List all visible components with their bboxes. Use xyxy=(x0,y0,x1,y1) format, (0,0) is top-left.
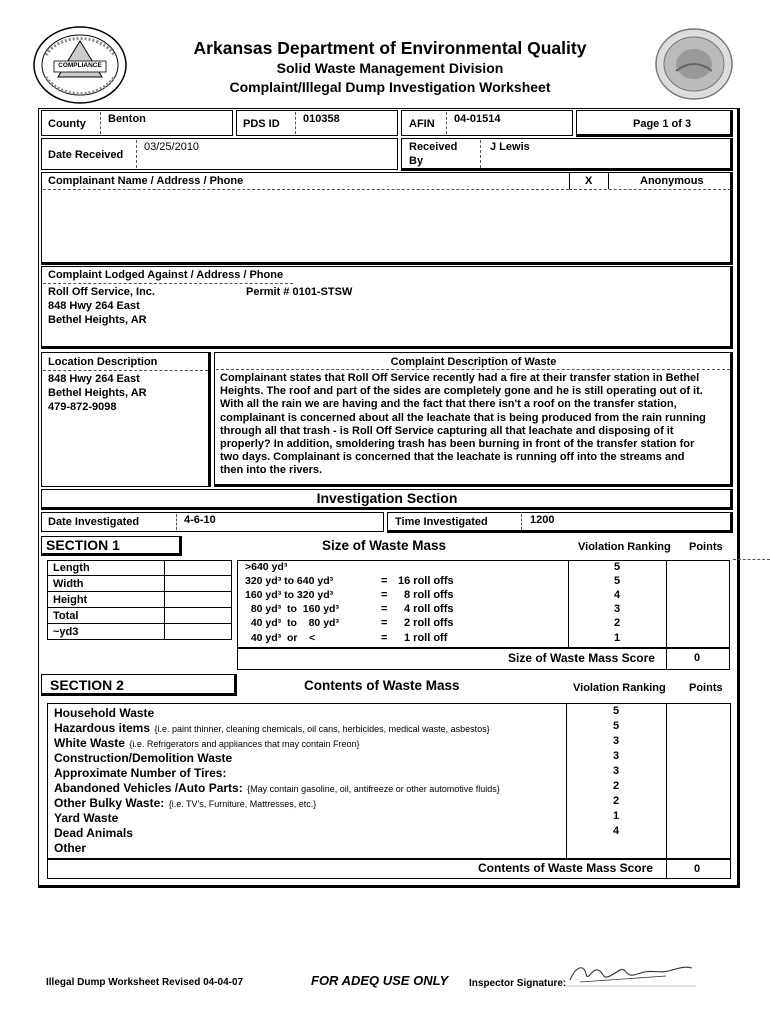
county-label: County xyxy=(48,118,86,130)
contents-name: Yard Waste xyxy=(54,811,119,825)
date-received-label: Date Received xyxy=(48,149,124,161)
contents-name: Other Bulky Waste: xyxy=(54,796,165,810)
inspector-signature-label: Inspector Signature: xyxy=(469,978,567,989)
dim-width: Width xyxy=(53,578,84,590)
size-range: 80 yd³ to 160 yd³ xyxy=(245,603,339,615)
size-rank: 1 xyxy=(614,632,621,644)
contents-name: Other xyxy=(54,841,87,855)
complaint-description-label: Complaint Description of Waste xyxy=(390,356,557,368)
contents-rank: 5 xyxy=(613,705,620,717)
size-eq: = xyxy=(381,603,388,615)
revision-note: Illegal Dump Worksheet Revised 04-04-07 xyxy=(46,977,244,988)
contents-rank: 2 xyxy=(613,795,620,807)
section1-ranking-label: Violation Ranking xyxy=(578,541,671,553)
contents-rank: 4 xyxy=(613,825,620,837)
time-investigated-label: Time Investigated xyxy=(395,516,488,528)
section2-points-label: Points xyxy=(689,682,723,694)
inspector-signature[interactable] xyxy=(566,958,696,988)
size-score-value[interactable]: 0 xyxy=(694,652,701,664)
location-label: Location Description xyxy=(48,356,158,368)
received-by-label: Received xyxy=(409,141,458,153)
size-range: >640 yd³ xyxy=(245,561,288,573)
contents-rank: 2 xyxy=(613,780,620,792)
lodged-against-label: Complaint Lodged Against / Address / Phone xyxy=(48,269,284,281)
size-rank: 5 xyxy=(614,561,621,573)
size-rank: 3 xyxy=(614,603,621,615)
date-investigated-value[interactable]: 4-6-10 xyxy=(184,514,216,526)
size-rank: 2 xyxy=(614,617,621,629)
contents-name: Approximate Number of Tires: xyxy=(54,766,227,780)
state-seal xyxy=(654,27,734,101)
contents-name: White Waste xyxy=(54,736,125,750)
size-eq: = xyxy=(381,617,388,629)
agency-title: Arkansas Department of Environmental Quality xyxy=(193,38,587,58)
contents-rank: 3 xyxy=(613,735,620,747)
contents-rank: 3 xyxy=(613,765,620,777)
size-rank: 4 xyxy=(614,589,621,601)
contents-name: Household Waste xyxy=(54,706,155,720)
contents-rank: 5 xyxy=(613,720,620,732)
size-rank: 5 xyxy=(614,575,621,587)
location-line-1[interactable]: 848 Hwy 264 East xyxy=(48,373,140,385)
time-investigated-value[interactable]: 1200 xyxy=(530,514,555,526)
complaint-line: Complainant states that Roll Off Service recently had a fire at their transfer station in Bethel xyxy=(220,372,700,384)
section1-title: SECTION 1 xyxy=(46,537,120,553)
complaint-text[interactable] xyxy=(220,372,732,478)
section2-heading: Contents of Waste Mass xyxy=(304,678,460,693)
location-line-2[interactable]: Bethel Heights, AR xyxy=(48,387,147,399)
contents-note: {i.e. paint thinner, cleaning chemicals, oil cans, herbicides, medical waste, asbestos} xyxy=(154,724,490,734)
dim-total: Total xyxy=(53,610,79,622)
afin-label: AFIN xyxy=(409,118,435,130)
pds-label: PDS ID xyxy=(243,118,280,130)
section1-points-label: Points xyxy=(689,541,723,553)
contents-name: Construction/Demolition Waste xyxy=(54,751,233,765)
contents-rank: 1 xyxy=(613,810,620,822)
division-title: Solid Waste Management Division xyxy=(276,60,504,76)
anonymous-label: Anonymous xyxy=(640,175,704,187)
contents-name: Hazardous items xyxy=(54,721,151,735)
anonymous-checkbox[interactable]: X xyxy=(585,175,593,187)
size-range: 160 yd³ to 320 yd³ xyxy=(245,589,334,601)
contents-note: {i.e. Refrigerators and appliances that may contain Freon} xyxy=(129,739,360,749)
received-by-label-2: By xyxy=(409,155,424,167)
date-received-value[interactable]: 03/25/2010 xyxy=(144,141,200,153)
contents-note: {May contain gasoline, oil, antifreeze or other automotive fluids} xyxy=(247,784,500,794)
dim-yd3: ~yd3 xyxy=(53,626,79,638)
size-eq: = xyxy=(381,632,388,644)
page-number: Page 1 of 3 xyxy=(633,118,692,130)
contents-name: Dead Animals xyxy=(54,826,133,840)
section2-title: SECTION 2 xyxy=(50,677,124,693)
size-rolls: 16 roll offs xyxy=(398,575,454,587)
adeq-logo xyxy=(32,25,128,105)
county-value[interactable]: Benton xyxy=(108,113,146,125)
size-rolls: 4 roll offs xyxy=(404,603,454,615)
contents-rank: 3 xyxy=(613,750,620,762)
complaint-line: then into the rivers. xyxy=(220,464,323,477)
respondent-street[interactable]: 848 Hwy 264 East xyxy=(48,300,140,312)
pds-value[interactable]: 010358 xyxy=(303,113,340,125)
logo-center-text: COMPLIANCE xyxy=(58,62,102,69)
worksheet-title: Complaint/Illegal Dump Investigation Worksheet xyxy=(229,79,551,95)
contents-name: Abandoned Vehicles /Auto Parts: xyxy=(54,781,243,795)
respondent-name[interactable]: Roll Off Service, Inc. xyxy=(48,286,155,298)
size-range: 40 yd³ to 80 yd³ xyxy=(245,617,339,629)
complaint-line: Heights. The roof and part of the sides are completely gone and he is still operating out of it. xyxy=(220,385,703,398)
size-score-label: Size of Waste Mass Score xyxy=(508,651,655,665)
complaint-line: two days. Complainant is concerned that the leachate is running off into the streams and xyxy=(220,451,685,464)
adeq-use-only: FOR ADEQ USE ONLY xyxy=(311,973,449,988)
investigation-title: Investigation Section xyxy=(316,490,458,506)
size-eq: = xyxy=(381,575,388,587)
afin-value[interactable]: 04-01514 xyxy=(454,113,501,125)
complaint-line: complainant is concerned about all the leachate that is being produced from the rain running xyxy=(220,411,706,424)
respondent-city[interactable]: Bethel Heights, AR xyxy=(48,314,147,326)
date-investigated-label: Date Investigated xyxy=(48,516,140,528)
complaint-line: With all the rain we are having and the fact that there isn't a roof on the transfer station, xyxy=(220,398,677,411)
size-rolls: 2 roll offs xyxy=(404,617,454,629)
location-line-3[interactable]: 479-872-9098 xyxy=(48,401,117,413)
section2-ranking-label: Violation Ranking xyxy=(573,682,666,694)
size-score-row xyxy=(237,648,730,670)
dim-length: Length xyxy=(53,562,90,574)
contents-note: {i.e. TV's, Furniture, Mattresses, etc.} xyxy=(168,799,317,809)
contents-score-value[interactable]: 0 xyxy=(694,863,701,875)
dim-height: Height xyxy=(53,594,88,606)
size-range: 40 yd³ or < xyxy=(245,632,316,644)
section1-heading: Size of Waste Mass xyxy=(322,538,447,553)
contents-score-label: Contents of Waste Mass Score xyxy=(478,861,653,875)
size-rolls: 8 roll offs xyxy=(404,589,454,601)
received-by-value[interactable]: J Lewis xyxy=(490,141,530,153)
complainant-label: Complainant Name / Address / Phone xyxy=(48,175,244,187)
size-eq: = xyxy=(381,589,388,601)
size-rolls: 1 roll off xyxy=(404,632,448,644)
complaint-line: properly? In addition, smoldering trash has been burning in front of the transfer station for xyxy=(220,438,695,451)
complaint-line: through all that trash - is Roll Off Service capturing all that leachate and disposing of it xyxy=(220,424,674,437)
contents-row xyxy=(54,839,86,857)
size-range: 320 yd³ to 640 yd³ xyxy=(245,575,334,587)
permit-number[interactable]: Permit # 0101-STSW xyxy=(246,286,353,298)
